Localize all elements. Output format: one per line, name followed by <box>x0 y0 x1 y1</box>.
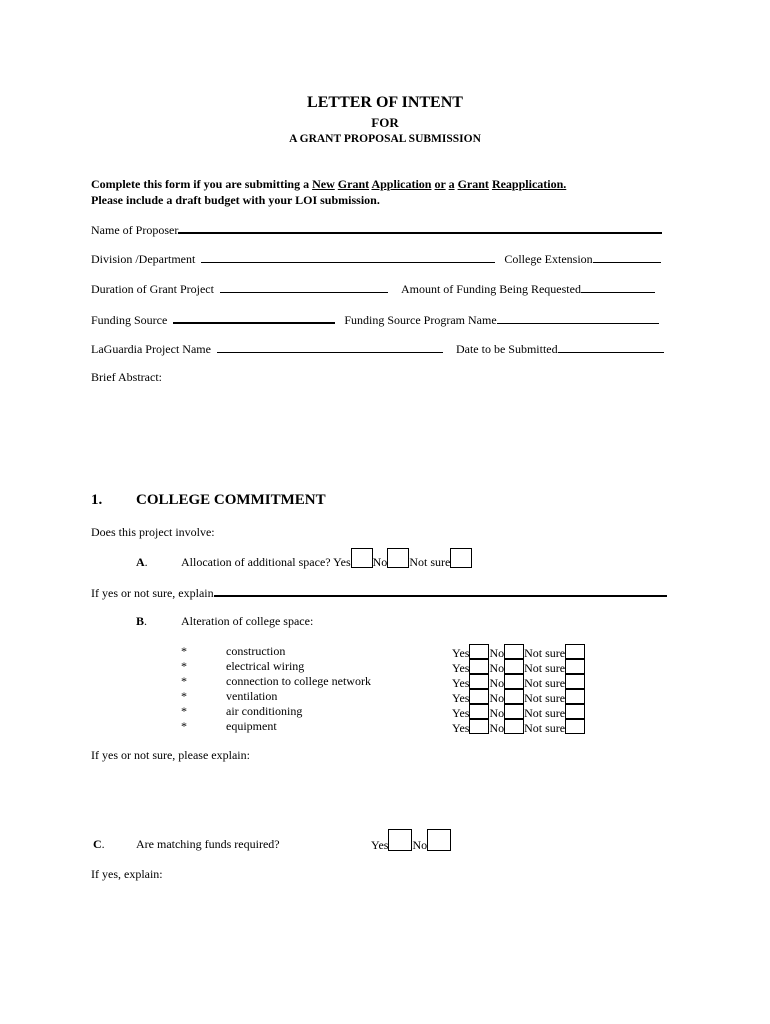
item-a-no-label: No <box>372 555 388 569</box>
yes-checkbox[interactable] <box>469 719 489 734</box>
amount-field[interactable] <box>581 281 655 293</box>
not-sure-checkbox[interactable] <box>565 689 585 704</box>
division-row <box>91 251 661 267</box>
no-checkbox[interactable] <box>504 719 524 734</box>
item-c-no-label: No <box>412 838 428 852</box>
instructions-grant: Grant <box>337 177 370 191</box>
involve-question: Does this project involve: <box>91 525 215 539</box>
not-sure-checkbox[interactable] <box>565 659 585 674</box>
explain-b-label: If yes or not sure, please explain: <box>91 748 250 762</box>
no-label: No <box>489 706 505 720</box>
explain-a-field[interactable] <box>214 584 667 597</box>
b-checkbox-grid <box>452 644 585 734</box>
instructions-line-2: Please include a draft budget with your LOI submission. <box>91 193 380 207</box>
duration-label: Duration of Grant Project <box>91 282 214 296</box>
form-subtitle: A GRANT PROPOSAL SUBMISSION <box>289 133 481 145</box>
no-label: No <box>489 691 505 705</box>
bullet-icon: * <box>181 644 187 658</box>
item-c-dot: . <box>101 837 105 851</box>
explain-c-label: If yes, explain: <box>91 867 163 881</box>
explain-a-label: If yes or not sure, explain <box>91 586 214 600</box>
instructions-application: Application <box>371 177 432 191</box>
funding-source-field[interactable] <box>173 311 335 324</box>
yes-label: Yes <box>452 676 470 690</box>
funding-program-label: Funding Source Program Name <box>344 313 497 327</box>
yes-checkbox[interactable] <box>469 689 489 704</box>
not-sure-checkbox[interactable] <box>565 644 585 659</box>
yes-checkbox[interactable] <box>469 659 489 674</box>
no-checkbox[interactable] <box>504 704 524 719</box>
funding-row <box>91 311 659 328</box>
date-submitted-label: Date to be Submitted <box>455 342 558 356</box>
b-item-label: construction <box>226 644 286 658</box>
project-row <box>91 341 664 357</box>
no-checkbox[interactable] <box>504 674 524 689</box>
item-c-label <box>93 837 105 852</box>
college-extension-label: College Extension <box>504 252 593 266</box>
yes-label: Yes <box>452 646 470 660</box>
explain-b-area[interactable] <box>91 768 671 828</box>
no-label: No <box>489 676 505 690</box>
section-title: COLLEGE COMMITMENT <box>136 492 326 508</box>
amount-label: Amount of Funding Being Requested <box>400 282 581 296</box>
bullet-icon: * <box>181 689 187 703</box>
bullet-icon: * <box>181 719 187 733</box>
yes-label: Yes <box>452 661 470 675</box>
item-c-yes-label: Yes <box>371 838 389 852</box>
division-field[interactable] <box>201 251 495 263</box>
funding-program-field[interactable] <box>497 312 659 324</box>
item-a-label <box>136 555 148 570</box>
division-label: Division /Department <box>91 252 196 266</box>
b-choice-row <box>452 644 585 659</box>
bullet-icon: * <box>181 704 187 718</box>
yes-checkbox[interactable] <box>469 704 489 719</box>
b-choice-row <box>452 704 585 719</box>
b-item-label: ventilation <box>226 689 278 703</box>
item-b-dot: . <box>144 614 148 628</box>
yes-label: Yes <box>452 691 470 705</box>
b-items-list <box>181 644 371 734</box>
explain-a-row <box>91 584 667 601</box>
not-sure-checkbox[interactable] <box>565 674 585 689</box>
item-a-yes-checkbox[interactable] <box>351 548 373 568</box>
no-label: No <box>489 646 505 660</box>
college-extension-field[interactable] <box>593 251 661 263</box>
item-a-row <box>181 548 472 570</box>
not-sure-label: Not sure <box>524 661 566 675</box>
no-checkbox[interactable] <box>504 644 524 659</box>
explain-c-area[interactable] <box>91 887 671 947</box>
no-checkbox[interactable] <box>504 689 524 704</box>
b-item-row <box>181 659 371 674</box>
brief-abstract-area[interactable] <box>91 390 671 480</box>
b-item-label: air conditioning <box>226 704 303 718</box>
project-name-label: LaGuardia Project Name <box>91 342 211 356</box>
yes-checkbox[interactable] <box>469 644 489 659</box>
instructions-prefix: Complete this form if you are submitting a <box>91 177 313 191</box>
instructions-a: a <box>448 177 455 191</box>
yes-label: Yes <box>452 706 470 720</box>
item-c-letter: C <box>93 837 102 851</box>
b-item-row <box>181 689 371 704</box>
b-choice-row <box>452 659 585 674</box>
item-a-text: Allocation of additional space? Yes <box>181 555 351 569</box>
instructions-grant-2: Grant <box>457 177 489 191</box>
b-choice-row <box>452 689 585 704</box>
item-b-text: Alteration of college space: <box>181 614 314 628</box>
not-sure-checkbox[interactable] <box>565 704 585 719</box>
b-item-row <box>181 644 371 659</box>
proposer-label: Name of Proposer <box>91 223 179 237</box>
funding-source-label: Funding Source <box>91 313 168 327</box>
item-c-text: Are matching funds required? <box>136 837 280 851</box>
item-c-no-checkbox[interactable] <box>427 829 451 851</box>
not-sure-label: Not sure <box>524 676 566 690</box>
item-a-dot: . <box>144 555 148 569</box>
form-for: FOR <box>371 115 399 130</box>
not-sure-label: Not sure <box>524 691 566 705</box>
instructions-new: New <box>312 177 335 191</box>
item-c-yes-checkbox[interactable] <box>388 829 412 851</box>
b-item-row <box>181 704 371 719</box>
item-a-no-checkbox[interactable] <box>387 548 409 568</box>
yes-label: Yes <box>452 721 470 735</box>
duration-field[interactable] <box>220 281 388 293</box>
no-label: No <box>489 661 505 675</box>
b-item-label: connection to college network <box>226 674 371 688</box>
proposer-field[interactable] <box>178 221 662 234</box>
instructions-or: or <box>434 177 446 191</box>
b-choice-row <box>452 674 585 689</box>
item-a-not-sure-checkbox[interactable] <box>450 548 472 568</box>
item-b-letter: B <box>136 614 145 628</box>
not-sure-checkbox[interactable] <box>565 719 585 734</box>
section-number: 1. <box>91 492 103 508</box>
brief-abstract-label: Brief Abstract: <box>91 370 162 384</box>
item-a-not-sure-label: Not sure <box>409 555 451 569</box>
b-item-row <box>181 674 371 689</box>
proposer-row <box>91 221 662 238</box>
bullet-icon: * <box>181 674 187 688</box>
instructions-line-1 <box>91 177 566 192</box>
item-a-letter: A <box>136 555 145 569</box>
b-choice-row <box>452 719 585 734</box>
b-item-row <box>181 719 371 734</box>
not-sure-label: Not sure <box>524 646 566 660</box>
project-name-field[interactable] <box>217 341 443 353</box>
item-c-choices <box>371 829 451 853</box>
b-item-label: equipment <box>226 719 277 733</box>
no-label: No <box>489 721 505 735</box>
no-checkbox[interactable] <box>504 659 524 674</box>
bullet-icon: * <box>181 659 187 673</box>
b-item-label: electrical wiring <box>226 659 305 673</box>
not-sure-label: Not sure <box>524 706 566 720</box>
not-sure-label: Not sure <box>524 721 566 735</box>
form-title: LETTER OF INTENT <box>307 94 463 111</box>
item-b-label <box>136 614 147 629</box>
date-submitted-field[interactable] <box>558 341 664 353</box>
yes-checkbox[interactable] <box>469 674 489 689</box>
duration-row <box>91 281 655 297</box>
instructions-reapplication: Reapplication. <box>491 177 567 191</box>
